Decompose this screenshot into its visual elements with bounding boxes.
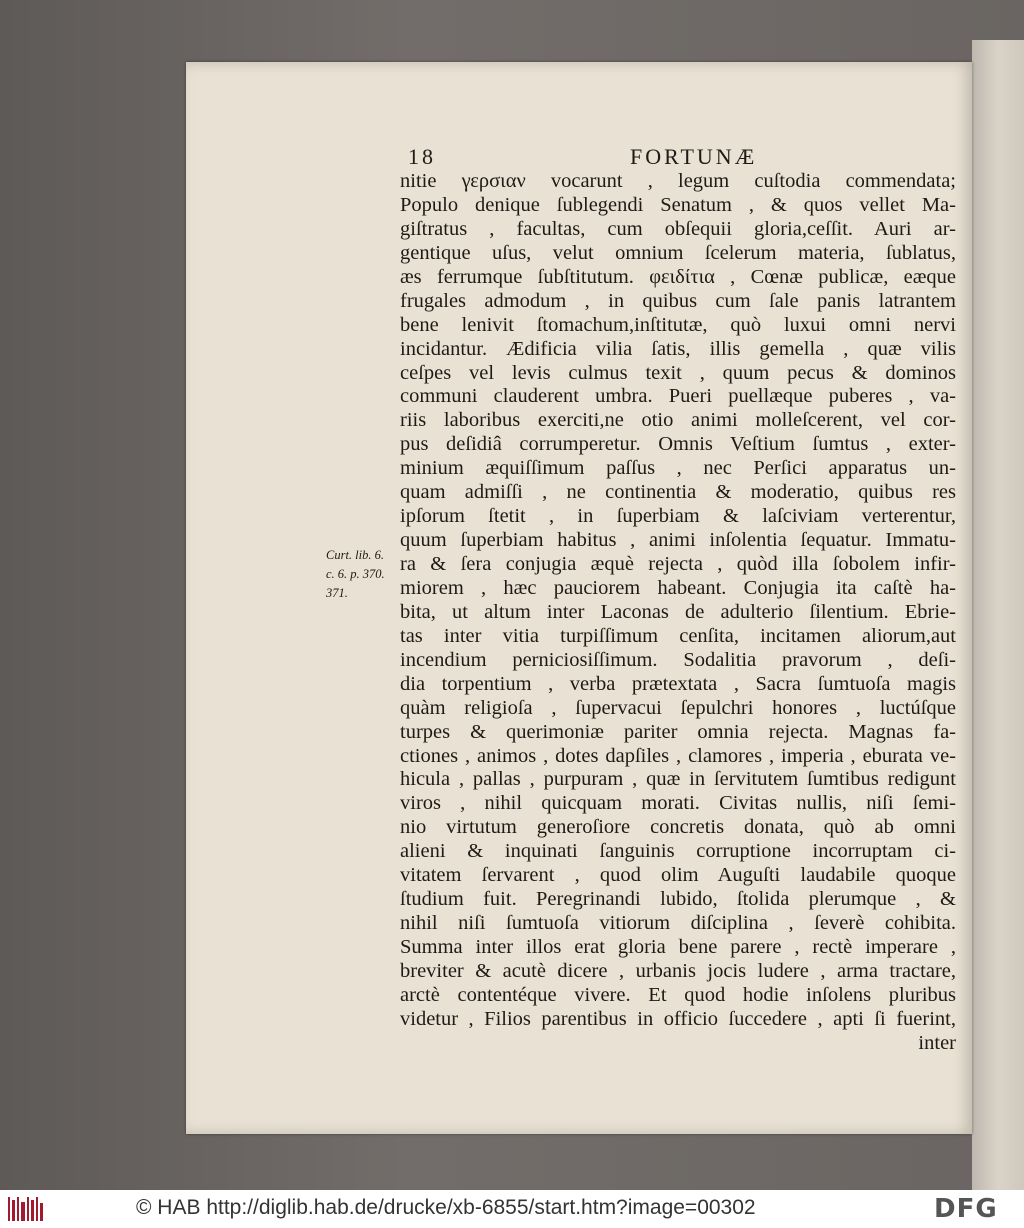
text-line: videtur , Filios parentibus in officio ſuccedere , apti ſi fuerint, [400, 1007, 956, 1030]
text-line: giſtratus , facultas, cum obſequii gloria,ceſſit. Auri ar- [400, 217, 956, 240]
text-line: bene lenivit ſtomachum,inſtitutæ, quò luxui omni nervi [400, 313, 956, 336]
text-line: riis laboribus exerciti,ne otio animi molleſcerent, vel cor- [400, 409, 956, 432]
text-line: miorem , hæc pauciorem habeant. Conjugia ita caſtè ha- [400, 576, 956, 599]
text-line: æs ferrumque ſubſtitutum. φειδίτια , Cœnæ publicæ, eæque [400, 265, 956, 288]
text-line: quum ſuperbiam habitus , animi inſolentia ſequatur. Immatu- [400, 529, 956, 552]
text-line: nihil niſi ſumtuoſa vitiorum diſciplina , ſeverè cohibita. [400, 912, 956, 935]
text-line: hicula , pallas , purpuram , quæ in ſervitutem ſumtibus redigunt [400, 768, 956, 791]
text-line: quam admiſſi , ne continentia & moderatio, quibus res [400, 481, 956, 504]
text-line: ſtudium fuit. Peregrinandi lubido, ſtolida plerumque , & [400, 888, 956, 911]
text-line: tas inter vitia turpiſſimum cenſita, incitamen aliorum,aut [400, 624, 956, 647]
text-line: Summa inter illos erat gloria bene parere , rectè imperare , [400, 936, 956, 958]
text-line: turpes & querimoniæ pariter omnia rejecta. Magnas fa- [400, 720, 956, 743]
text-line: nitie γερσιαν vocarunt , legum cuſtodia commendata; [400, 170, 956, 192]
margin-note-line: c. 6. p. 370. [326, 567, 385, 581]
viewer-footer [0, 1190, 1024, 1228]
text-line: nio virtutum generoſiore concretis donata, quò ab omni [400, 816, 956, 839]
margin-note-line: Curt. lib. 6. [326, 548, 384, 562]
text-line: gentique uſus, velut omnium ſcelerum materia, ſublatus, [400, 241, 956, 264]
text-line: ipſorum ſtetit , in ſuperbiam & laſciviam verterentur, [400, 505, 956, 528]
hab-barcode-logo-icon [6, 1195, 46, 1223]
text-line: vitatem ſervarent , quod olim Auguſti laudabile quoque [400, 864, 956, 887]
text-line: pus deſidiâ corrumperetur. Omnis Veſtium ſumtus , exter- [400, 433, 956, 456]
margin-note-line: 371. [326, 586, 348, 600]
text-line: inter [918, 1031, 956, 1054]
text-line: incendium perniciosiſſimum. Sodalitia pravorum , deſi- [400, 648, 956, 671]
text-line: incidantur. Ædificia vilia ſatis, illis gemella , quæ vilis [400, 337, 956, 360]
text-line: alieni & inquinati ſanguinis corruptione incorruptam ci- [400, 840, 956, 863]
page-number: 18 [408, 144, 436, 169]
text-line: frugales admodum , in quibus cum ſale panis latrantem [400, 289, 956, 312]
text-line: viros , nihil quicquam morati. Civitas nullis, niſi ſemi- [400, 792, 956, 815]
text-line: arctè contentéque vivere. Et quod hodie inſolens pluribus [400, 983, 956, 1006]
text-line: communi clauderent umbra. Pueri puellæque puberes , va- [400, 385, 956, 408]
copyright-url[interactable]: © HAB http://diglib.hab.de/drucke/xb-6855/start.htm?image=00302 [136, 1196, 756, 1219]
margin-note [326, 546, 392, 603]
text-line: Populo denique ſublegendi Senatum , & quos vellet Ma- [400, 193, 956, 216]
text-line: breviter & acutè dicere , urbanis jocis ludere , arma tractare, [400, 959, 956, 982]
running-head-title: FORTUNÆ [630, 144, 758, 169]
dfg-logo: DFG [934, 1194, 998, 1224]
facing-page-edge [972, 40, 1024, 1190]
text-line: ceſpes vel levis culmus texit , quum pecus & dominos [400, 361, 956, 384]
text-line: ctiones , animos , dotes dapſiles , clamores , imperia , eburata ve- [400, 744, 956, 767]
text-line: ra & ſera conjugia æquè rejecta , quòd illa ſobolem infir- [400, 553, 956, 575]
body-text [400, 170, 956, 1056]
text-line: quàm religioſa , ſupervacui ſepulchri honores , luctúſque [400, 696, 956, 719]
text-line: dia torpentium , verba prætextata , Sacra ſumtuoſa magis [400, 672, 956, 695]
text-line: minium æquiſſimum paſſus , nec Perſici apparatus un- [400, 457, 956, 480]
text-line: bita, ut altum inter Laconas de adulterio ſilentium. Ebrie- [400, 600, 956, 623]
